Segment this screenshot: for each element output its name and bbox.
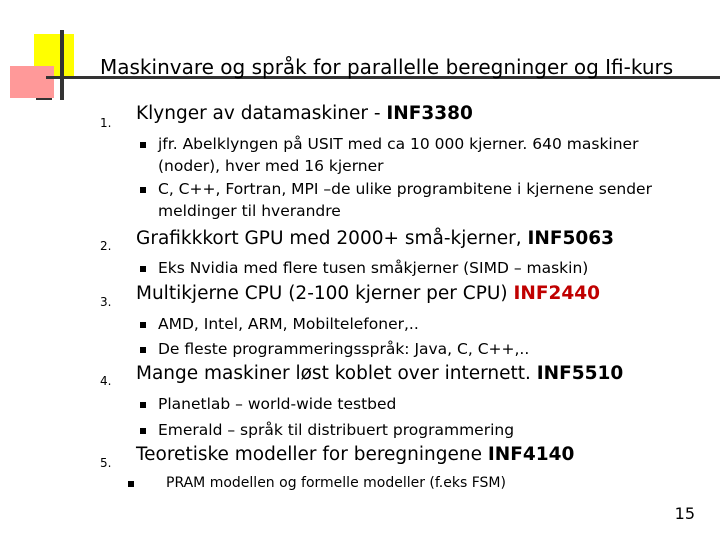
course-code: INF5063 <box>527 228 615 249</box>
list-item-main <box>136 228 614 249</box>
list-item-main <box>136 444 574 465</box>
item-number: 5. <box>100 456 112 470</box>
sub-item <box>158 419 514 441</box>
sub-item-line: Emerald – språk til distribuert programmering <box>158 421 515 439</box>
decor-tick-line <box>36 98 52 100</box>
list-item-main <box>136 363 623 384</box>
bullet-icon <box>128 481 134 487</box>
list-item-main <box>136 103 473 124</box>
item-number: 3. <box>100 295 112 309</box>
course-code: INF2440 <box>513 283 601 304</box>
item-text: Grafikkkort GPU med 2000+ små-kjerner, <box>136 228 528 249</box>
list-item-main <box>136 283 600 304</box>
bullet-icon <box>140 428 146 434</box>
sub-item <box>158 178 652 222</box>
sub-item-line: PRAM modellen og formelle modeller (f.eks FSM) <box>166 475 506 491</box>
sub-item <box>158 133 638 177</box>
item-number: 4. <box>100 374 112 388</box>
sub-item-line: De fleste programmeringsspråk: Java, C, C++,.. <box>158 340 530 358</box>
course-code: INF3380 <box>386 103 473 124</box>
item-number: 1. <box>100 116 112 130</box>
sub-item-line: C, C++, Fortran, MPI –de ulike programbitene i kjernene sender <box>158 180 652 198</box>
bullet-icon <box>140 266 146 272</box>
decor-red-square <box>10 66 54 98</box>
item-number: 2. <box>100 239 112 253</box>
sub-item-line: jfr. Abelklyngen på USIT med ca 10 000 kjerner. 640 maskiner <box>158 135 639 153</box>
sub-item <box>158 313 419 335</box>
item-text: Teoretiske modeller for beregningene <box>136 444 488 465</box>
course-code: INF5510 <box>536 363 624 384</box>
item-text: Multikjerne CPU (2-100 kjerner per CPU) <box>136 283 514 304</box>
bullet-icon <box>140 347 146 353</box>
item-text: Mange maskiner løst koblet over internett. <box>136 363 537 384</box>
sub-item <box>158 393 396 415</box>
decor-vertical-line <box>60 30 64 100</box>
sub-item <box>158 257 588 279</box>
sub-item-line: meldinger til hverandre <box>158 202 341 220</box>
page-number: 15 <box>674 504 695 523</box>
sub-item-line: AMD, Intel, ARM, Mobiltelefoner,.. <box>158 315 419 333</box>
sub-item-line: Eks Nvidia med flere tusen småkjerner (SIMD – maskin) <box>158 259 589 277</box>
bullet-icon <box>140 142 146 148</box>
sub-item <box>166 472 506 494</box>
item-text: Klynger av datamaskiner - <box>136 103 387 124</box>
course-code: INF4140 <box>487 444 575 465</box>
slide-title: Maskinvare og språk for parallelle beregninger og Ifi-kurs <box>100 55 674 79</box>
sub-item-line: Planetlab – world-wide testbed <box>158 395 397 413</box>
sub-item-line: (noder), hver med 16 kjerner <box>158 157 384 175</box>
bullet-icon <box>140 322 146 328</box>
bullet-icon <box>140 187 146 193</box>
sub-item <box>158 338 529 360</box>
bullet-icon <box>140 402 146 408</box>
